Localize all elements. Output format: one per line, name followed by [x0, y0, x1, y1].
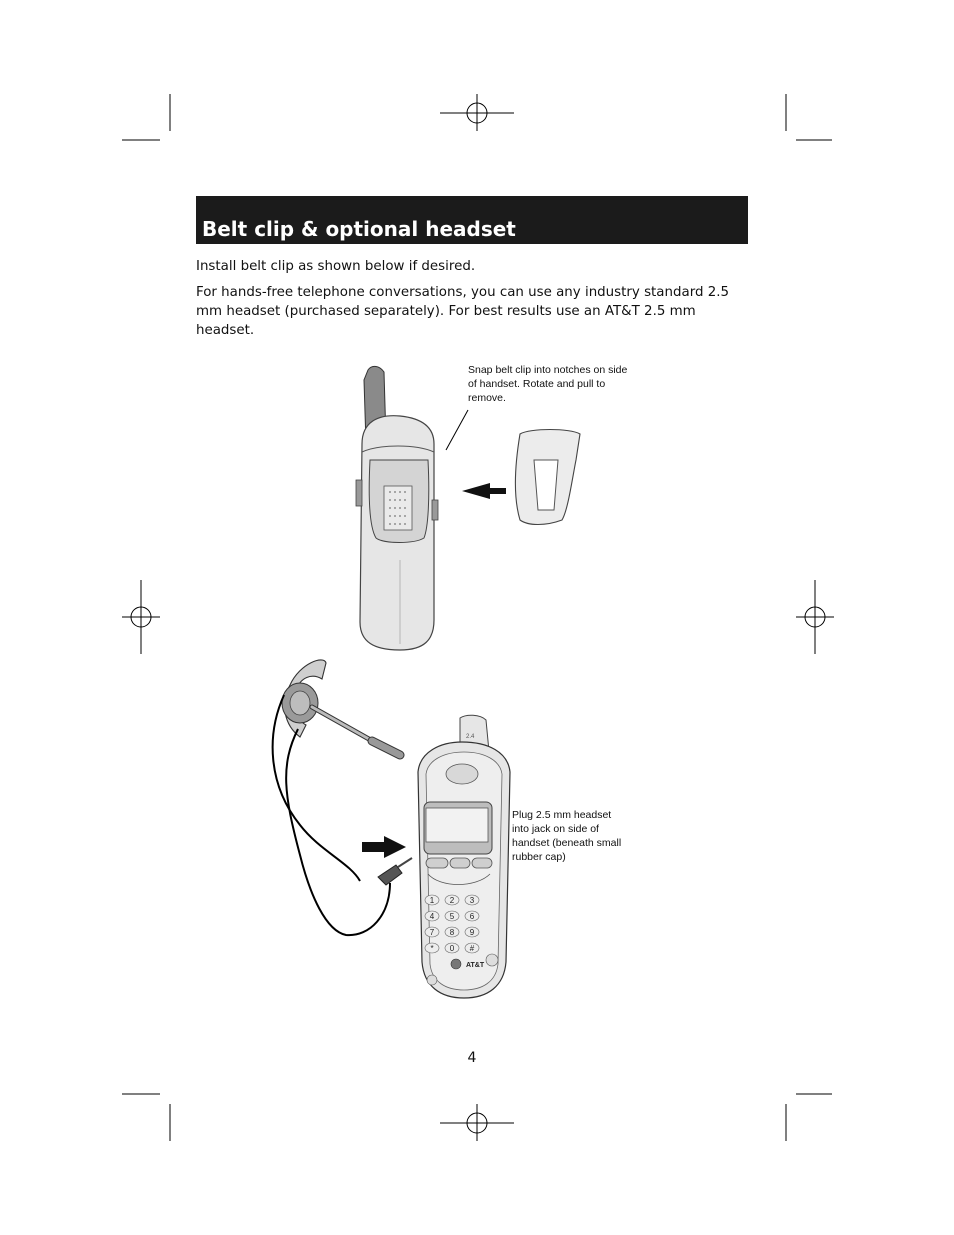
brand-logo: AT&T: [466, 962, 485, 969]
key-star: *: [430, 944, 434, 953]
key-0: 0: [449, 944, 455, 953]
handset-front: [410, 712, 520, 1002]
key-8: 8: [449, 928, 455, 937]
key-6: 6: [469, 912, 475, 921]
belt-clip-callout: Snap belt clip into notches on side of handset. Rotate and pull to remove.: [468, 364, 628, 404]
phone-badge: 2.4: [466, 734, 475, 740]
section-title: Belt clip & optional headset: [202, 217, 516, 241]
section-header: [196, 196, 748, 244]
key-7: 7: [429, 928, 435, 937]
key-9: 9: [469, 928, 475, 937]
key-5: 5: [449, 912, 455, 921]
key-1: 1: [429, 896, 435, 905]
page-number: 4: [467, 1050, 477, 1066]
key-4: 4: [429, 912, 435, 921]
instruction-belt-clip: Install belt clip as shown below if desired.: [196, 259, 476, 274]
key-3: 3: [469, 896, 475, 905]
key-2: 2: [449, 896, 455, 905]
headset-callout: Plug 2.5 mm headset into jack on side of handset (beneath small rubber cap): [512, 809, 622, 863]
key-hash: #: [469, 944, 475, 953]
instruction-headset: For hands-free telephone conversations, you can use any industry standard 2.5 mm headset (purchased separately). For best results use an AT&T 2.5 mm headset.: [196, 285, 730, 338]
belt-clip-figure: [330, 360, 630, 660]
